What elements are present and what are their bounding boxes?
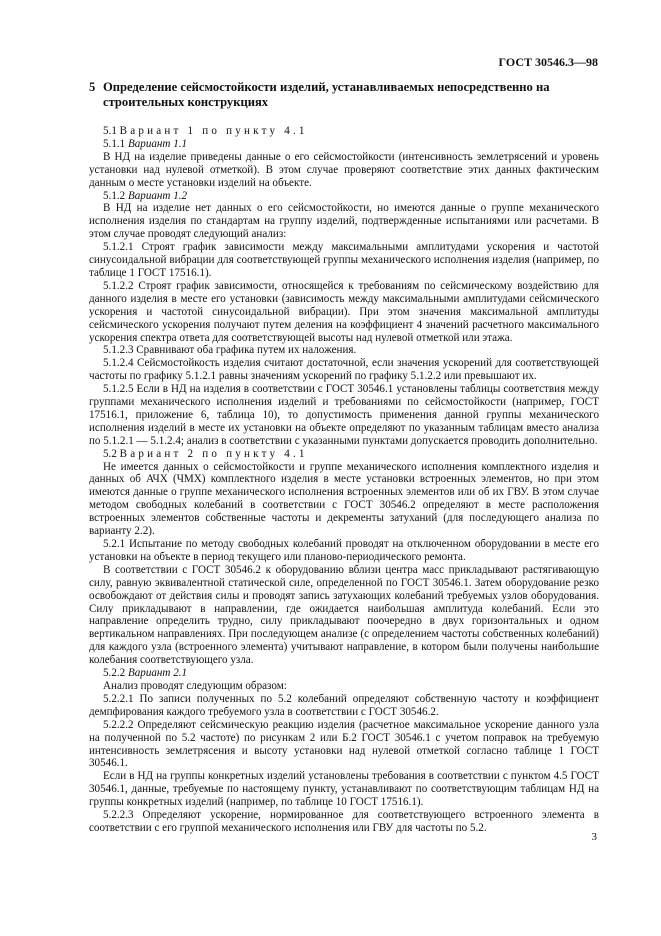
section-number: 5: [89, 80, 96, 94]
paragraph: В НД на изделие нет данных о его сейсмостойкости, но имеются данные о группе механического исполнения изделия по стандартам на группу изделий, подтвержденные испытаниями или расчетами. В этом случае проводят следующий анализ:: [89, 202, 599, 241]
clause-label: Вариант 2 по пункту 4.1: [119, 447, 308, 460]
paragraph: В соответствии с ГОСТ 30546.2 к оборудованию вблизи центра масс прикладывают растягивающую силу, равную эквивалентной статической силе, определенной по ГОСТ 30546.1. Затем оборудование резко освобождают от действия силы и проводят запись затухающих колебаний требуемых узлов оборудования. Силу прикладывают в направлении, где ожидается наибольшая амплитуда колебаний. Если это направление определить трудно, силу прикладывают поочередно в двух горизонтальных и одном вертикальном направлениях. При последующем анализе (с определением частоты собственных колебаний) для каждого узла (встроенного элемента) учитывают направление, в котором были получены наибольшие колебания соответствующего узла.: [89, 563, 599, 667]
paragraph: 5.2.1 Испытание по методу свободных колебаний проводят на отключенном оборудовании в месте его установки на объекте в период текущего или планово-периодического ремонта.: [89, 538, 599, 563]
paragraph: 5.1.2.2 Строят график зависимости, относящейся к требованиям по сейсмическому воздействию для данного изделия в месте его установки (зависимость между максимальными амплитудами сейсмического ускорения и частотой синусоидальной вибрации). При этом значения максимальной амплитуды сейсмического ускорения получают путем деления на коэффициент 4 значений расчетного максимального ускорения спектра ответа для соответствующей высоты над нулевой отметкой или этажа.: [89, 279, 599, 344]
clause-5-1-1: 5.1.1 Вариант 1.1: [103, 137, 188, 150]
paragraph: 5.2.2.1 По записи полученных по 5.2 колебаний определяют собственную частоту и коэффициент демпфирования каждого требуемого узла в соответствии с ГОСТ 30546.2.: [89, 692, 599, 718]
clause-label: Вариант 1 по пункту 4.1: [119, 125, 308, 137]
paragraph: Не имеется данных о сейсмостойкости и группе механического исполнения комплектного изделия и данных об АЧХ (ЧМХ) комплектного изделия в месте установки встроенных элементов, но при этом имеются данные о группе механического исполнения встроенных элементов или об их ГВУ. В этом случае методом свободных колебаний в соответствии с ГОСТ 30546.2 определяют в месте расположения встроенных элементов собственные частоты и декременты затуханий (для последующего анализа по варианту 2.2).: [89, 460, 599, 538]
section-title: [89, 80, 599, 110]
section-title-text: Определение сейсмостойкости изделий, устанавливаемых непосредственно на строительных конструкциях: [103, 80, 550, 109]
paragraph: 5.1.2.1 Строят график зависимости между максимальными амплитудами ускорения и частотой синусоидальной вибрации для соответствующей группы механического исполнения изделия (например, по таблице 1 ГОСТ 17516.1).: [89, 241, 599, 279]
document-code: ГОСТ 30546.3—98: [498, 55, 598, 69]
clause-5-1: 5.1 Вариант 1 по пункту 4.1: [103, 125, 308, 137]
page-number: 3: [591, 831, 597, 843]
clause-5-1-2: 5.1.2 Вариант 1.2: [103, 189, 188, 202]
paragraph: Анализ проводят следующим образом:: [103, 679, 287, 692]
paragraph: 5.1.2.4 Сейсмостойкость изделия считают достаточной, если значения ускорений для соответствующей частоты по графику 5.1.2.1 равны значениям ускорений по графику 5.1.2.2 или превышают их.: [89, 357, 599, 383]
clause-5-2: 5.2 Вариант 2 по пункту 4.1: [103, 447, 308, 460]
clause-label: Вариант 1.2: [127, 189, 188, 202]
paragraph: 5.1.2.3 Сравнивают оба графика путем их наложения.: [103, 344, 357, 357]
clause-label: Вариант 1.1: [127, 137, 188, 150]
paragraph: Если в НД на группы конкретных изделий установлены требования в соответствии с пунктом 4.5 ГОСТ 30546.1, данные, требуемые по настоящему пункту, устанавливают по соответствующим таблицам НД на группы конкретных изделий (например, по таблице 10 ГОСТ 17516.1).: [89, 770, 599, 809]
document-body: [89, 125, 599, 835]
paragraph: 5.1.2.5 Если в НД на изделия в соответствии с ГОСТ 30546.1 установлены таблицы соответствия между группами механического исполнения изделий и требованиями по сейсмостойкости (например, ГОСТ 17516.1, приложение 6, таблица 10), то допустимость применения данной группы механического исполнения изделий в месте их установки на объекте определяют по указанным таблицам вместо анализа по 5.1.2.1 — 5.1.2.4; анализ в соответствии с указанными пунктами допускается проводить дополнительно.: [89, 383, 599, 447]
paragraph: 5.2.2.2 Определяют сейсмическую реакцию изделия (расчетное максимальное ускорение данного узла на полученной по 5.2 частоте) по рисункам 2 или Б.2 ГОСТ 30546.1 с учетом поправок на требуемую интенсивность землетрясения и высоту установки над нулевой отметкой согласно таблице 1 ГОСТ 30546.1.: [89, 718, 599, 770]
clause-5-2-2: 5.2.2 Вариант 2.1: [103, 667, 188, 680]
paragraph: В НД на изделие приведены данные о его сейсмостойкости (интенсивность землетрясений и уровень установки над нулевой отметкой). В этом случае проверяют соответствие этих данных фактическим данным о месте установки изделий на объекте.: [89, 150, 599, 189]
clause-label: Вариант 2.1: [127, 667, 188, 680]
paragraph: 5.2.2.3 Определяют ускорение, нормированное для соответствующего встроенного элемента в соответствии с его группой механического исполнения или ГВУ для частоты по 5.2.: [89, 809, 599, 834]
